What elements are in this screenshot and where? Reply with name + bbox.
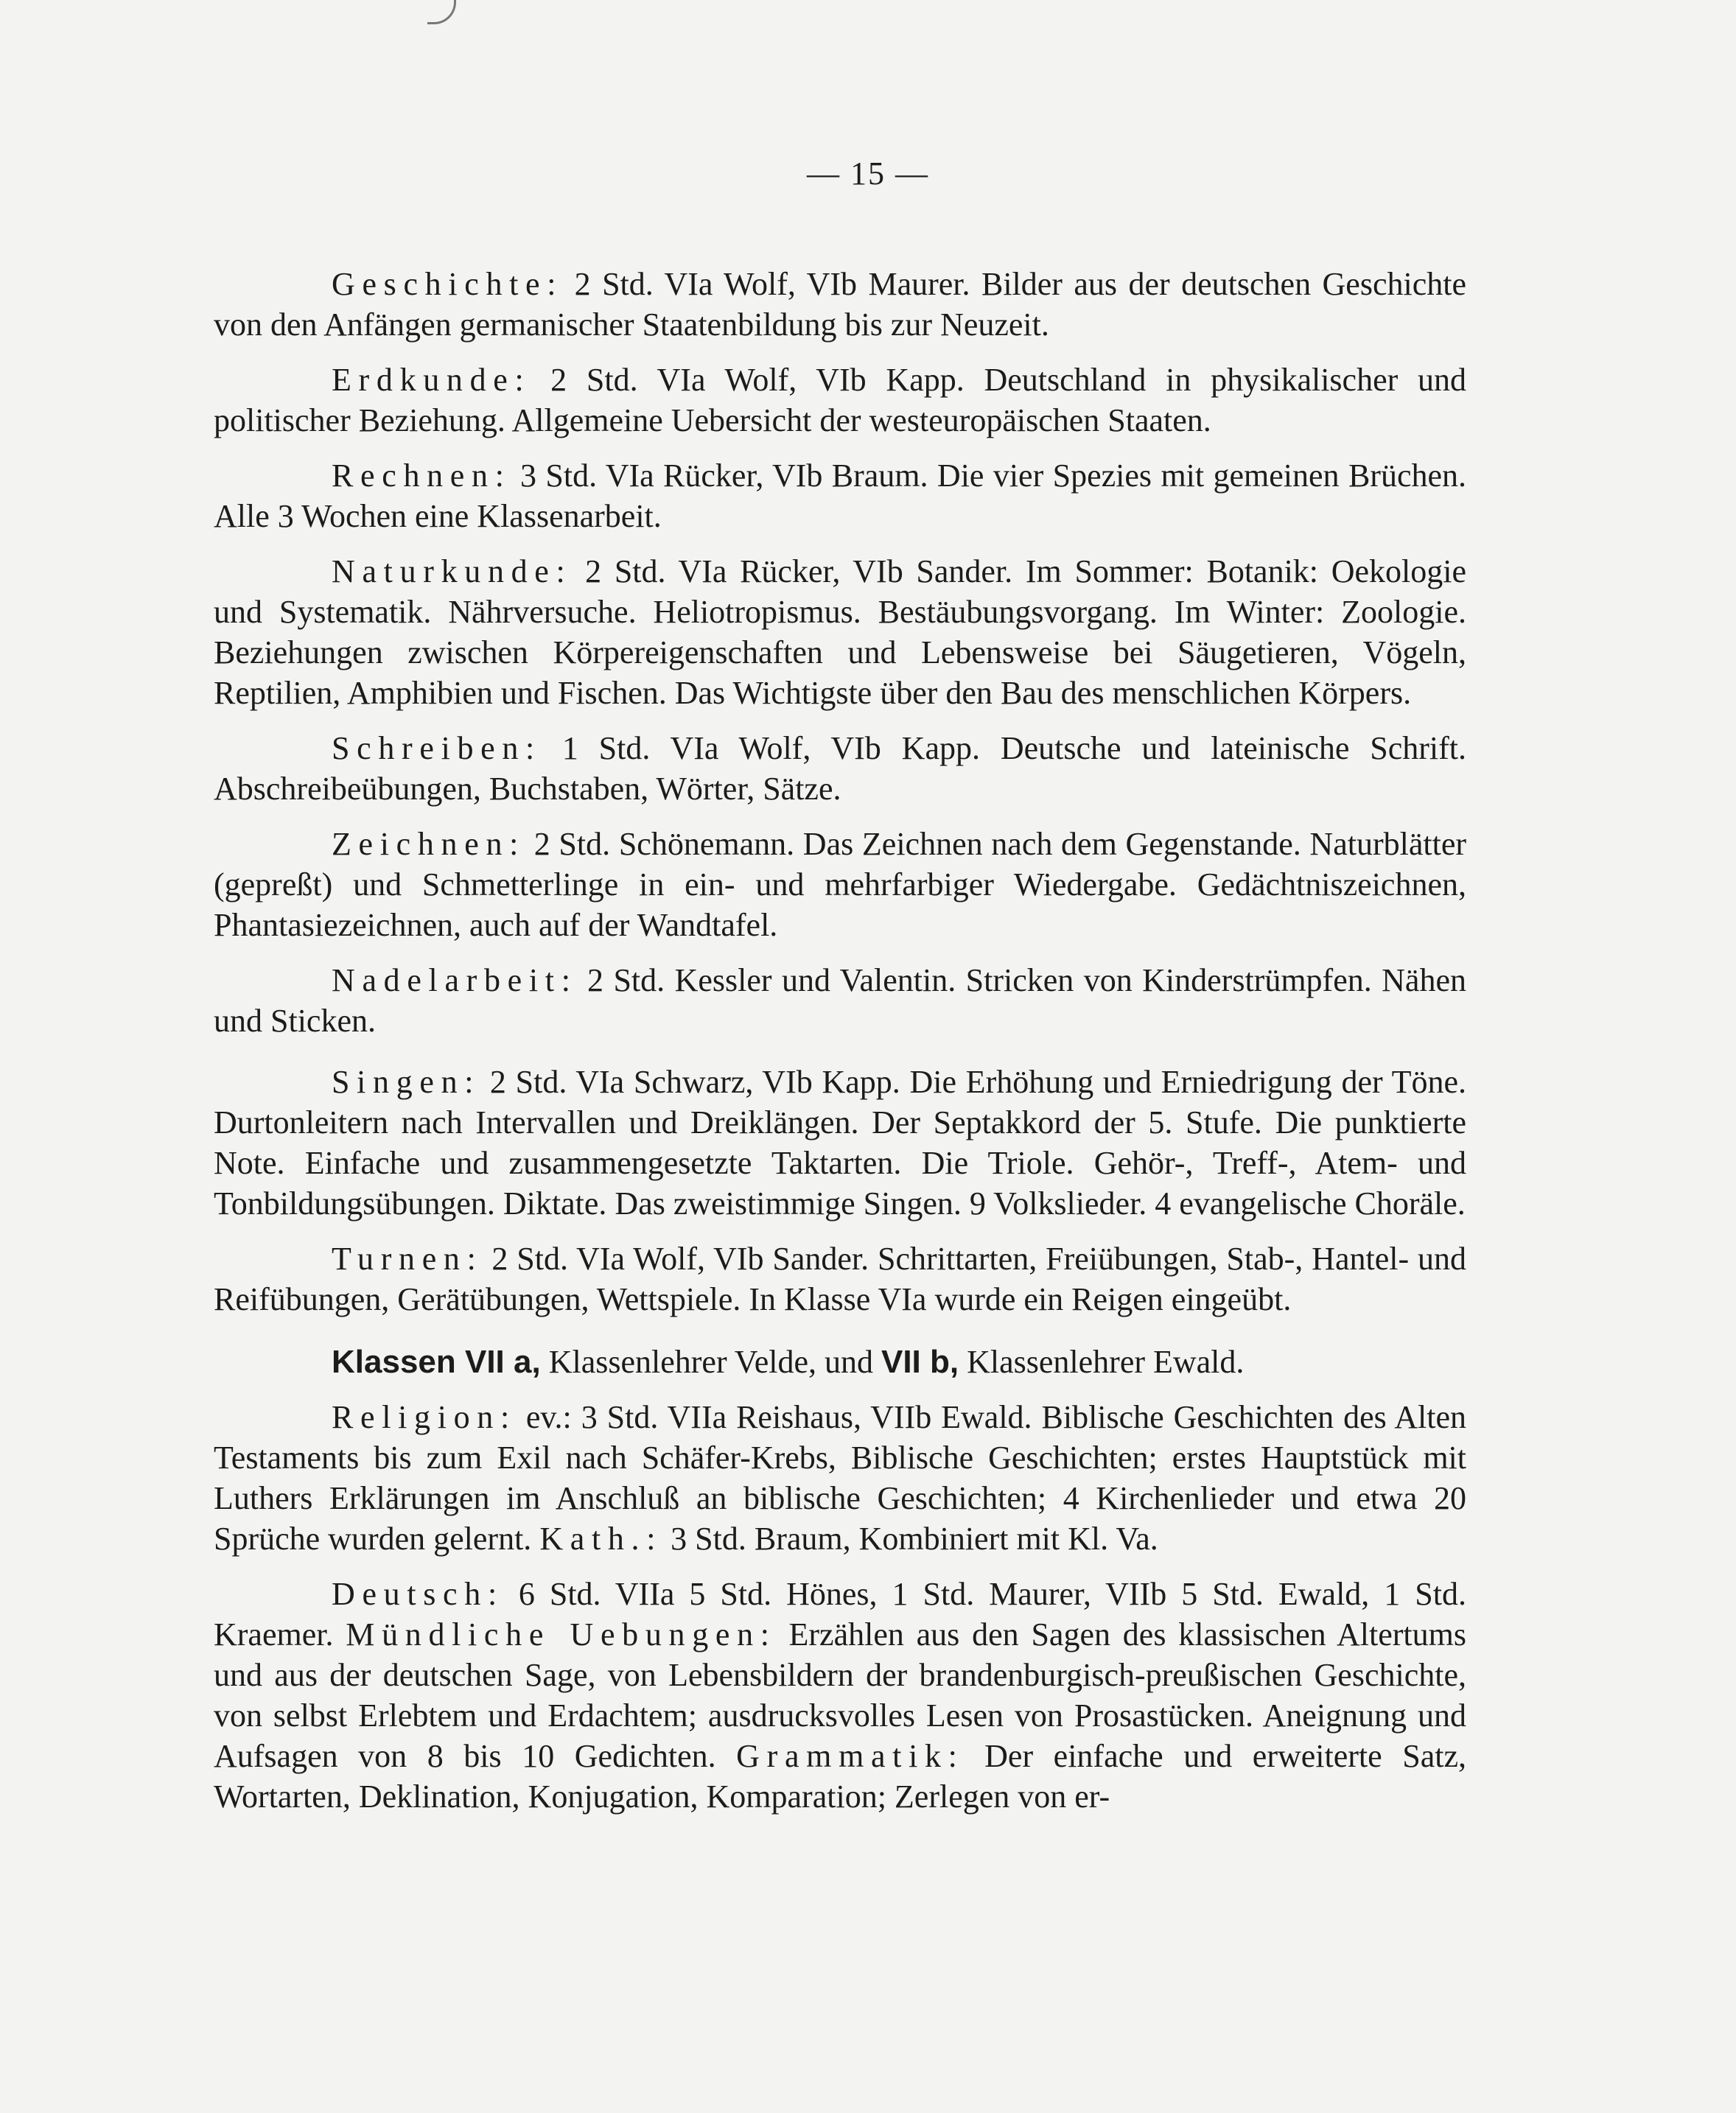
- paragraph-text: 2 Std. VIa Schwarz, VIb Kapp. Die Erhöhung und Erniedrigung der Töne. Durtonleitern nach Intervallen und Dreiklängen. Der Septakkord der 5. Stufe. Die punktierte Note. Einfache und zusammengesetzte Taktarten. Die Triole. Gehör-, Treff-, Atem- und Tonbildungsübungen. Diktate. Das zweistimmige Singen. 9 Volkslieder. 4 evangelische Choräle.: [214, 1064, 1466, 1222]
- subject-label: Deutsch:: [332, 1576, 504, 1612]
- paragraph-text: 2 Std. VIa Rücker, VIb Sander. Im Sommer: Botanik: Oekologie und Systematik. Nährversuche. Heliotropismus. Bestäubungsvorgang. Im Winter: Zoologie. Beziehungen zwischen Körpereigenschaften und Lebensweise bei Säugetieren, Vögeln, Reptilien, Amphibien und Fischen. Das Wichtigste über den Bau des menschlichen Körpers.: [214, 553, 1466, 711]
- paragraph-deutsch: [214, 1574, 1466, 1817]
- paragraph-geschichte: [214, 264, 1466, 345]
- paragraph-text: 3 Std. Braum, Kombiniert mit Kl. Va.: [662, 1521, 1158, 1557]
- class-heading-end: Klassenlehrer Ewald.: [959, 1344, 1245, 1380]
- paragraph-text: 6 Std. VIIa 5 Std. Hönes, 1 Std. Maurer, VIIb 5 Std. Ewald, 1 Std. Kraemer.: [214, 1576, 1466, 1653]
- subject-label: Erdkunde:: [332, 362, 531, 398]
- body-text: [214, 264, 1466, 1817]
- subject-sublabel: ev.:: [525, 1399, 572, 1435]
- paragraph-turnen: [214, 1238, 1466, 1320]
- subject-label: Geschichte:: [332, 266, 564, 302]
- subject-sublabel: Mündliche Uebungen:: [346, 1616, 777, 1653]
- subject-sublabel: Grammatik:: [736, 1738, 965, 1774]
- subject-sublabel: Kath.:: [539, 1521, 663, 1557]
- paragraph-text: 2 Std. Schönemann. Das Zeichnen nach dem Gegenstande. Naturblätter (gepreßt) und Schmetterlinge in ein- und mehrfarbiger Wiedergabe. Gedächtniszeichnen, Phantasiezeichnen, auch auf der Wandtafel.: [214, 826, 1466, 943]
- paragraph-text: 3 Std. VIa Rücker, VIb Braum. Die vier Spezies mit gemeinen Brüchen. Alle 3 Wochen eine Klassenarbeit.: [214, 458, 1466, 534]
- paragraph-schreiben: [214, 728, 1466, 809]
- paragraph-text: 2 Std. Kessler und Valentin. Stricken von Kinderstrümpfen. Nähen und Sticken.: [214, 962, 1466, 1039]
- pencil-mark: [427, 0, 456, 24]
- paragraph-singen: [214, 1062, 1466, 1224]
- page-number: — 15 —: [807, 155, 929, 192]
- paragraph-text: 1 Std. VIa Wolf, VIb Kapp. Deutsche und lateinische Schrift. Abschreibeübungen, Buchstaben, Wörter, Sätze.: [214, 730, 1466, 807]
- paragraph-text: Erzählen aus den Sagen des klassischen Altertums und aus der deutschen Sage, von Lebensbildern der brandenburgisch-preußischen Geschichte, von selbst Erlebtem und Erdachtem; ausdrucksvolles Lesen von Prosastücken. Aneignung und Aufsagen von 8 bis 10 Gedichten.: [214, 1616, 1467, 1774]
- subject-label: Schreiben:: [332, 730, 542, 766]
- subject-label: Singen:: [332, 1064, 481, 1100]
- class-heading-part1: Klassen VII a,: [332, 1344, 541, 1380]
- paragraph-erdkunde: [214, 360, 1466, 441]
- subject-label: Turnen:: [332, 1241, 483, 1277]
- paragraph-text: 2 Std. VIa Wolf, VIb Kapp. Deutschland in physikalischer und politischer Beziehung. Allgemeine Uebersicht der westeuropäischen Staaten.: [214, 362, 1466, 438]
- paragraph-text: 2 Std. VIa Wolf, VIb Maurer. Bilder aus der deutschen Geschichte von den Anfängen germanischer Staatenbildung bis zur Neuzeit.: [214, 266, 1466, 343]
- class-heading-part2: VII b,: [881, 1344, 959, 1380]
- subject-label: Nadelarbeit:: [332, 962, 578, 998]
- class-heading: [214, 1342, 1466, 1382]
- subject-label: Religion:: [332, 1399, 517, 1435]
- subject-label: Rechnen:: [332, 458, 511, 494]
- paragraph-text: 3 Std. VIIa Reishaus, VIIb Ewald. Biblische Geschichten des Alten Testaments bis zum Exil nach Schäfer-Krebs, Biblische Geschichten; erstes Hauptstück mit Luthers Erklärungen im Anschluß an biblische Geschichten; 4 Kirchenlieder und etwa 20 Sprüche wurden gelernt.: [214, 1399, 1466, 1557]
- paragraph-nadelarbeit: [214, 960, 1466, 1041]
- class-heading-middle: Klassenlehrer Velde, und: [540, 1344, 881, 1380]
- paragraph-rechnen: [214, 455, 1466, 536]
- subject-label: Naturkunde:: [332, 553, 573, 589]
- paragraph-zeichnen: [214, 824, 1466, 945]
- paragraph-naturkunde: [214, 551, 1466, 713]
- subject-label: Zeichnen:: [332, 826, 526, 862]
- paragraph-text: 2 Std. VIa Wolf, VIb Sander. Schrittarten, Freiübungen, Stab-, Hantel- und Reifübungen, Gerätübungen, Wettspiele. In Klasse VIa wurde ein Reigen eingeübt.: [214, 1241, 1466, 1317]
- paragraph-religion: [214, 1397, 1466, 1559]
- paragraph-text: Der einfache und erweiterte Satz, Wortarten, Deklination, Konjugation, Komparation; Zerlegen von er-: [214, 1738, 1466, 1815]
